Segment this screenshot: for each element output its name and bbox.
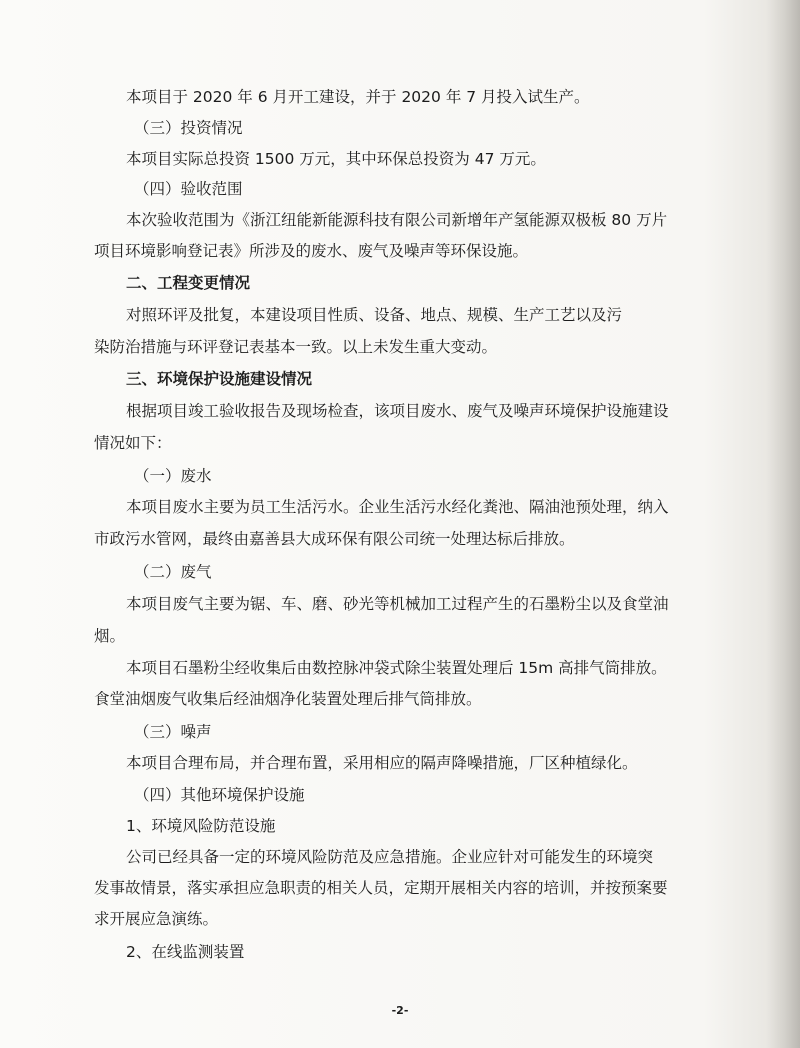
page-edge-shadow xyxy=(766,0,800,1048)
subheading-investment: （三）投资情况 xyxy=(134,119,243,137)
section-heading-env-facilities: 三、环境保护设施建设情况 xyxy=(126,370,313,388)
subheading-exhaust: （二）废气 xyxy=(134,563,212,581)
paragraph-dust-treatment: 本项目石墨粉尘经收集后由数控脉冲袋式除尘装置处理后 15m 高排气筒排放。 xyxy=(126,659,667,677)
paragraph-risk-line2: 发事故情景，落实承担应急职责的相关人员，定期开展相关内容的培训，并按预案要 xyxy=(94,879,668,897)
subheading-wastewater: （一）废水 xyxy=(134,467,212,485)
item-risk-prevention: 1、环境风险防范设施 xyxy=(126,817,276,835)
subheading-noise: （三）噪声 xyxy=(134,723,212,741)
paragraph-start-date: 本项目于 2020 年 6 月开工建设，并于 2020 年 7 月投入试生产。 xyxy=(126,88,590,106)
paragraph-risk-line1: 公司已经具备一定的环境风险防范及应急措施。企业应针对可能发生的环境突 xyxy=(126,848,654,866)
paragraph-exhaust-line2: 烟。 xyxy=(94,627,126,645)
paragraph-wastewater-line1: 本项目废水主要为员工生活污水。企业生活污水经化粪池、隔油池预处理，纳入 xyxy=(126,498,669,516)
subheading-scope: （四）验收范围 xyxy=(134,180,243,198)
page-number: -2- xyxy=(391,1004,409,1017)
paragraph-investment: 本项目实际总投资 1500 万元，其中环保总投资为 47 万元。 xyxy=(126,150,546,168)
paragraph-inspection-line1: 根据项目竣工验收报告及现场检查，该项目废水、废气及噪声环境保护设施建设 xyxy=(126,402,669,420)
paragraph-fume-treatment: 食堂油烟废气收集后经油烟净化装置处理后排气筒排放。 xyxy=(94,690,482,708)
paragraph-scope-line1: 本次验收范围为《浙江纽能新能源科技有限公司新增年产氢能源双极板 80 万片 xyxy=(126,211,668,229)
paragraph-inspection-line2: 情况如下： xyxy=(94,434,172,452)
section-heading-changes: 二、工程变更情况 xyxy=(126,274,251,292)
paragraph-scope-line2: 项目环境影响登记表》所涉及的废水、废气及噪声等环保设施。 xyxy=(94,242,529,260)
paragraph-risk-line3: 求开展应急演练。 xyxy=(94,910,219,928)
subheading-other-facilities: （四）其他环境保护设施 xyxy=(134,786,305,804)
paragraph-wastewater-line2: 市政污水管网，最终由嘉善县大成环保有限公司统一处理达标后排放。 xyxy=(94,530,575,548)
paragraph-changes-line1: 对照环评及批复，本建设项目性质、设备、地点、规模、生产工艺以及污 xyxy=(126,306,623,324)
paragraph-exhaust-line1: 本项目废气主要为锯、车、磨、砂光等机械加工过程产生的石墨粉尘以及食堂油 xyxy=(126,595,669,613)
paragraph-noise: 本项目合理布局，并合理布置，采用相应的隔声降噪措施，厂区种植绿化。 xyxy=(126,754,638,772)
item-online-monitoring: 2、在线监测装置 xyxy=(126,943,245,961)
paragraph-changes-line2: 染防治措施与环评登记表基本一致。以上未发生重大变动。 xyxy=(94,338,498,356)
